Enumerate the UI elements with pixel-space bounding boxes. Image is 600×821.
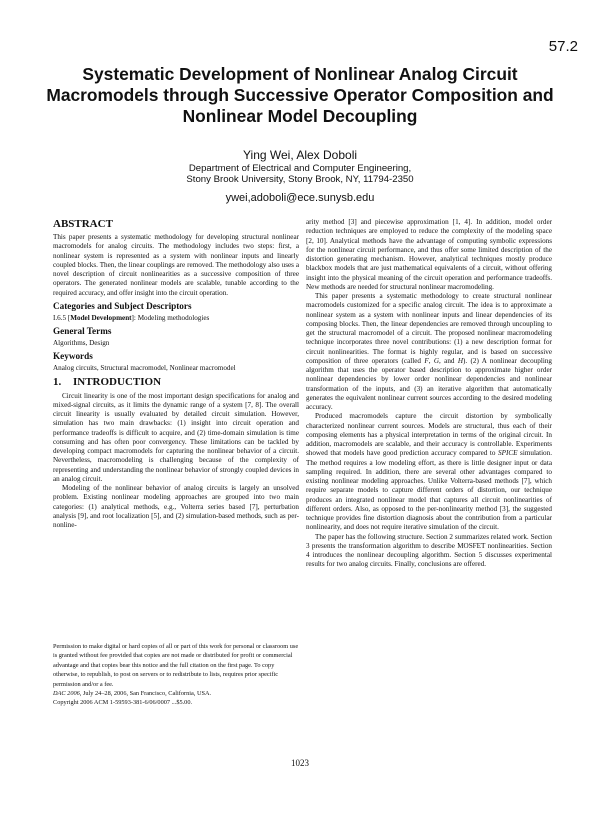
introduction-heading [53, 376, 299, 389]
introduction-paragraph-1: Circuit linearity is one of the most important design specifications for analog and mixed-signal circuits, as it limits the dynamic range of a system [7, 8]. The overall circuit linearity is usually evaluated by detailed circuit simulation. However, simulation has two main drawbacks: (1) insight into circuit operation and performance tradeoffs is difficult to acquire, and (2) time-domain simulation is time consuming and has often poor convergency. These limitations can be tackled by developing compact macromodels for capturing the nonlinear behavior of a circuit. Nevertheless, macromodeling is challenging because of the complexity of representing and understanding the nonlinear behavior of strongly coupled devices in an analog circuit. [53, 391, 299, 483]
introduction-paragraph-2: Modeling of the nonlinear behavior of analog circuits is largely an unsolved problem. Existing nonlinear modeling approaches are grouped into two main categories: (1) analytical methods, e.g., Volterra series based [7], perturbation analysis [9], and root localization [5], and (2) simulation-based methods, such as per-nonline- [53, 484, 299, 529]
spice-term: SPICE [498, 449, 518, 458]
paper-title: Systematic Development of Nonlinear Analog Circuit Macromodels through Successive Operator Composition and Nonlinear Model Decoupling [46, 64, 554, 126]
session-number: 57.2 [548, 38, 578, 55]
operator-f: F [424, 356, 429, 365]
general-terms-text: Algorithms, Design [53, 339, 110, 347]
page-number: 1023 [291, 758, 309, 768]
right-paragraph-3 [306, 412, 552, 532]
category-rest: ]: Modeling methodologies [131, 313, 210, 322]
author-university: Stony Brook University, Stony Brook, NY, 11794-2350 [186, 174, 414, 185]
right-paragraph-1: arity method [3] and piecewise approximation [1, 4]. In addition, model order reduction techniques are employed to reduce the complexity of the modeling space [2, 10]. Analytical methods have the advantage of computing symbolic expressions for the nonlinear circuit performance, and thus offer some limited description of the distortion generating mechanism. However, analytical techniques mostly produce blackbox models that are just mathematical equivalents of a circuit, without offering insight into the physical meaning of the circuit operation and performance tradeoffs. New methods are needed for structural nonlinear macromodeling. [306, 218, 552, 291]
keywords-text: Analog circuits, Structural macromodel, Nonlinear macromodel [53, 364, 236, 373]
right-paragraph-2: This paper presents a systematic methodology to create structural nonlinear macromodels customized for a specific analog circuit. The idea is to approximate a nonlinear system as a system with nonlinear inputs and linear dependencies of its composing blocks. Then, the linear dependencies are removed through uncoupling to get the structural macromodel of a circuit. The proposed nonlinear macromodeling technique incorporates three novel contributions: (1) a new description format for circuit nonlinearities. The format is highly regular, and is based on successive composition of three operators (called F, G, and H). (2) A nonlinear decoupling algorithm that uses the operator based description to approximate higher order nonlinear dependencies by lower order nonlinear dependencies and nonlinear transformation of the inputs, and (3) an iterative algorithm that automatically generates the equivalent nonlinear current sources according to the desired modeling accuracy. [306, 292, 552, 411]
left-column [53, 218, 299, 530]
conference-line [53, 689, 299, 698]
introduction-title: INTRODUCTION [73, 375, 162, 388]
copyright-line: Copyright 2006 ACM 1-59593-381-6/06/0007 ...$5.00. [53, 699, 193, 707]
author-email: ywei,adoboli@ece.sunysb.edu [225, 192, 375, 204]
conference-details: , July 24–28, 2006, San Francisco, California, USA. [79, 690, 212, 698]
permission-text: Permission to make digital or hard copies of all or part of this work for personal or classroom use is granted without fee provided that copies are not made or distributed for profit or commercial advantage and that copies bear this notice and the full citation on the first page. To copy otherwise, to republish, to post on servers or to redistribute to lists, requires prior specific permission and/or a fee. [53, 643, 299, 688]
categories-heading: Categories and Subject Descriptors [53, 300, 192, 311]
operator-h: H [457, 356, 463, 365]
author-department: Department of Electrical and Computer Engineering, [188, 163, 412, 174]
categories-text [53, 314, 299, 323]
category-code: I.6.5 [ [53, 313, 71, 322]
author-names: Ying Wei, Alex Doboli [242, 148, 358, 162]
keywords-heading: Keywords [53, 351, 93, 362]
category-term: Model Development [70, 313, 132, 322]
conference-name: DAC 2006 [53, 690, 80, 698]
right-paragraph-2-end: ). (2) A nonlinear decoupling algorithm that uses the operator based description to approximate higher order nonlinear dependencies by lower order nonlinear dependencies and nonlinear transformation of the inputs, and (3) an iterative algorithm that automatically generates the equivalent nonlinear current sources according to the desired modeling accuracy. [306, 356, 552, 411]
general-terms-heading: General Terms [53, 326, 112, 336]
author-block [0, 148, 600, 207]
permission-notice [53, 642, 299, 708]
operator-g: G [433, 356, 440, 365]
abstract-heading: ABSTRACT [53, 218, 113, 230]
abstract-text: This paper presents a systematic methodology for developing structural nonlinear macromodels for analog circuits. The methodology includes two steps: first, a nonlinear system is represented as a system with nonlinear inputs and linearly coupled blocks. Then, the linear couplings are removed. The methodology also uses a novel description of circuit nonlinearities as a successive composition of three operators. The generated nonlinear models are scalable, tunable according to the required accuracy, and offer insight into the circuit operation. [53, 233, 299, 297]
right-paragraph-2-start: This paper presents a systematic methodology to create structural nonlinear macromodels customized for a specific analog circuit. The idea is to approximate a nonlinear system as a system with nonlinear inputs and linear dependencies of its composing blocks. Then, the linear dependencies are removed through uncoupling to get the structural macromodel of a circuit. The proposed nonlinear macromodeling technique incorporates three novel contributions: (1) a new description format for circuit nonlinearities. The format is highly regular, and is based on successive composition of three operators (called [306, 292, 552, 365]
right-paragraph-4: The paper has the following structure. Section 2 summarizes related work. Section 3 presents the transformation algorithm to describe MOSFET nonlinearities. Section 4 introduces the nonlinear decoupling algorithm. Section 5 discusses experimental results for two analog circuits. Finally, conclusions are offered. [306, 532, 552, 569]
introduction-number: 1. [53, 375, 62, 388]
right-paragraph-3-start: Produced macromodels capture the circuit distortion by symbolically characterized nonlinear current sources. Models are structural, thus each of their composing elements has a physical interpretation in terms of the original circuit. In addition, macromodels are scalable, and their accuracy is controllable. Experiments showed that models have good prediction accuracy compared to [306, 412, 552, 458]
right-paragraph-3-end: simulation. The method requires a low modeling effort, as there is little designer input or data sampling required. In addition, there are several other advantages compared to existing nonlinear modeling approaches. Unlike Volterra-based methods [7], which require separate models to capture different orders of distortion, our technique produces an integrated nonlinear model that captures all circuit nonlinearities of different orders. Also, as opposed to the per-nonlinearity method [3], the suggested technique provides fine distortion diagnosis about the contribution from a particular nonlinearity, and does not require iterative simulation of the circuit. [306, 449, 552, 532]
right-column [306, 218, 552, 570]
